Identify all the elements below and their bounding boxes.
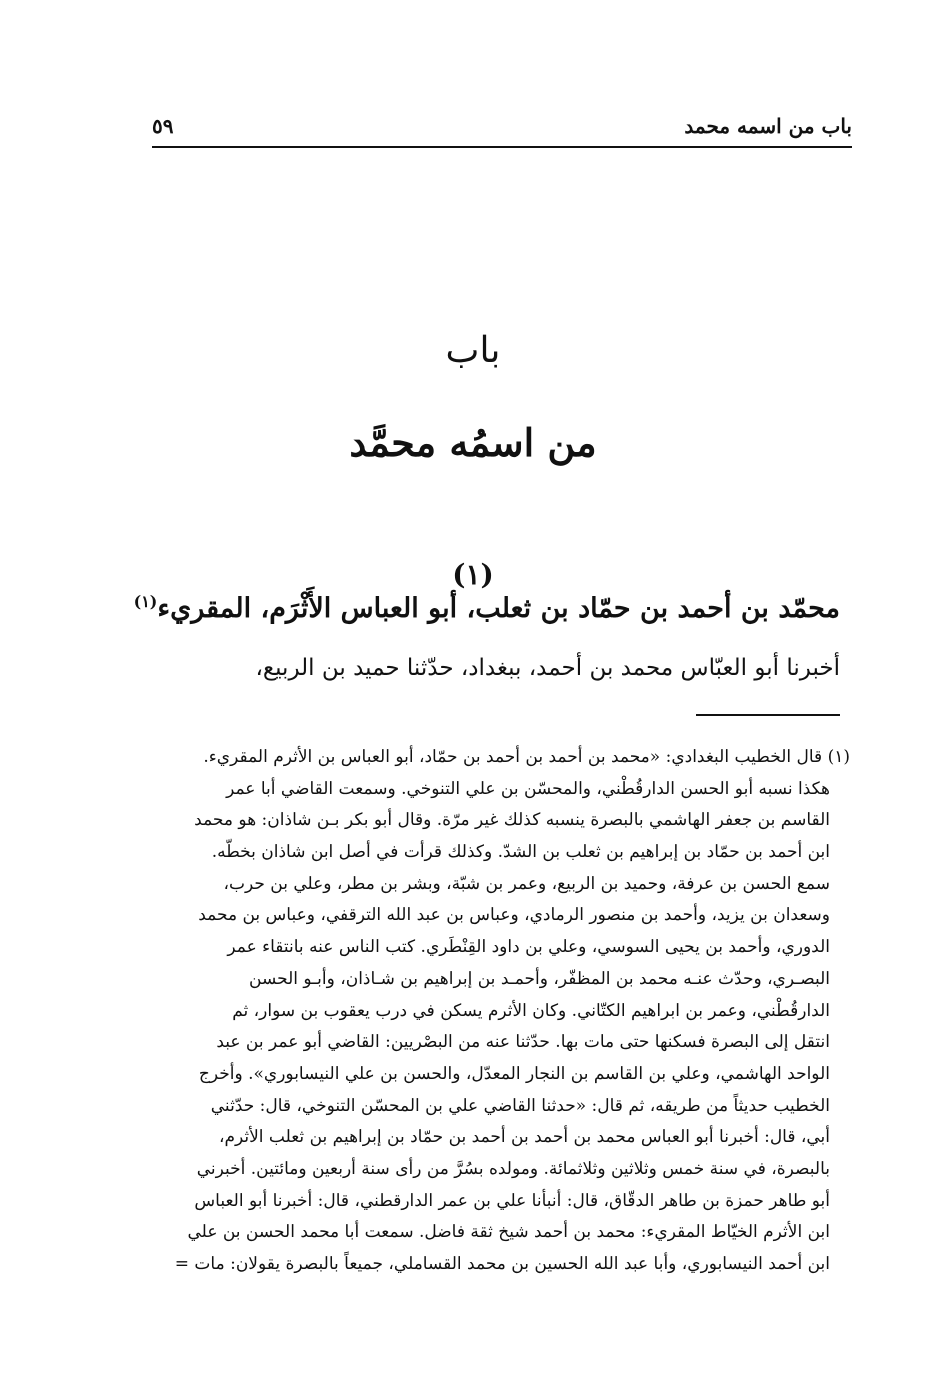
chapter-word: باب	[445, 330, 501, 371]
running-header	[152, 110, 852, 148]
footnote-line: أبو طاهر حمزة بن طاهر الدقّاق، قال: أنبأنا علي بن عمر الدارقطني، قال: أخبرنا أبو العباس	[194, 1190, 830, 1211]
footnote-line: هكذا نسبه أبو الحسن الدارقُطْني، والمحسّن بن علي التنوخي. وسمعت القاضي أبا عمر	[226, 778, 830, 799]
footnote-divider	[696, 714, 840, 716]
footnote-line: القاسم بن جعفر الهاشمي بالبصرة ينسبه كذلك غير مرّة. وقال أبو بكر بـن شاذان: هو محمد	[194, 810, 830, 831]
footnote-line: الخطيب حديثاً من طريقه، ثم قال: «حدثنا القاضي علي بن المحسّن التنوخي، قال: حدّثني	[210, 1095, 830, 1116]
footnote-line: سمع الحسن بن عرفة، وحميد بن الربيع، وعمر بن شبّة، وبشر بن مطر، وعلي بن حرب،	[223, 873, 830, 894]
body-text: أخبرنا أبو العبّاس محمد بن أحمد، ببغداد، حدّثنا حميد بن الربيع،	[255, 655, 840, 681]
entry-heading	[133, 592, 840, 624]
footnote-line: الواحد الهاشمي، وعلي بن القاسم بن النجار المعدّل، والحسن بن علي النيسابوري». وأخرج	[198, 1063, 830, 1084]
footnote-line: الدوري، وأحمد بن يحيى السوسي، وعلي بن داود القِنْطَري. كتب الناس عنه بانتقاء عمر	[227, 937, 830, 958]
entry-number: (١)	[452, 558, 494, 591]
footnote-line: بالبصرة، في سنة خمس وثلاثين وثلاثمائة. ومولده بسُرَّ من رأى سنة أربعين ومائتين. أخبرني	[196, 1158, 830, 1179]
entry-heading-text: محمّد بن أحمد بن حمّاد بن ثعلب، أبو العباس الأَثْرَم، المقريء	[157, 593, 840, 624]
footnote-line: البصـري، وحدّث عنـه محمد بن المظفّر، وأحمـد بن إبراهيم بن شـاذان، وأبـو الحسن	[249, 968, 830, 989]
running-title: باب من اسمه محمد	[684, 114, 852, 138]
footnote-line: الدارقُطْني، وعمر بن ابراهيم الكتّاني. وكان الأثرم يسكن في درب يعقوب بن سوار، ثم	[232, 1000, 830, 1021]
footnote-line: وسعدان بن يزيد، وأحمد بن منصور الرمادي، وعباس بن عبد الله الترقفي، وعباس بن محمد	[198, 905, 830, 926]
footnote	[150, 742, 850, 1281]
footnote-reference: (١)	[133, 592, 158, 611]
chapter-title: من اسمُه محمَّد	[349, 420, 597, 465]
footnote-line: ابن أحمد النيسابوري، وأبا عبد الله الحسين بن محمد القساملي، جميعاً بالبصرة يقولان: مات =	[174, 1254, 830, 1274]
footnote-line: ابن الأثرم الخيّاط المقريء: محمد بن أحمد شيخ ثقة فاضل. سمعت أبا محمد الحسن بن علي	[187, 1222, 830, 1243]
page-number: ٥٩	[152, 114, 174, 138]
footnote-line: (١) قال الخطيب البغدادي: «محمد بن أحمد بن أحمد بن حمّاد، أبو العباس بن الأثرم المقريء.	[203, 747, 850, 767]
footnote-line: ابن أحمد بن حمّاد بن إبراهيم بن ثعلب بن الشدّ. وكذلك قرأت في أصل ابن شاذان بخطّه.	[211, 842, 830, 863]
footnote-line: أبي، قال: أخبرنا أبو العباس محمد بن أحمد بن أحمد بن حمّاد بن إبراهيم بن ثعلب الأثرم،	[218, 1127, 830, 1148]
footnote-line: انتقل إلى البصرة فسكنها حتى مات بها. حدّثنا عنه من البصْريين: القاضي أبو عمر بن عبد	[216, 1032, 830, 1053]
